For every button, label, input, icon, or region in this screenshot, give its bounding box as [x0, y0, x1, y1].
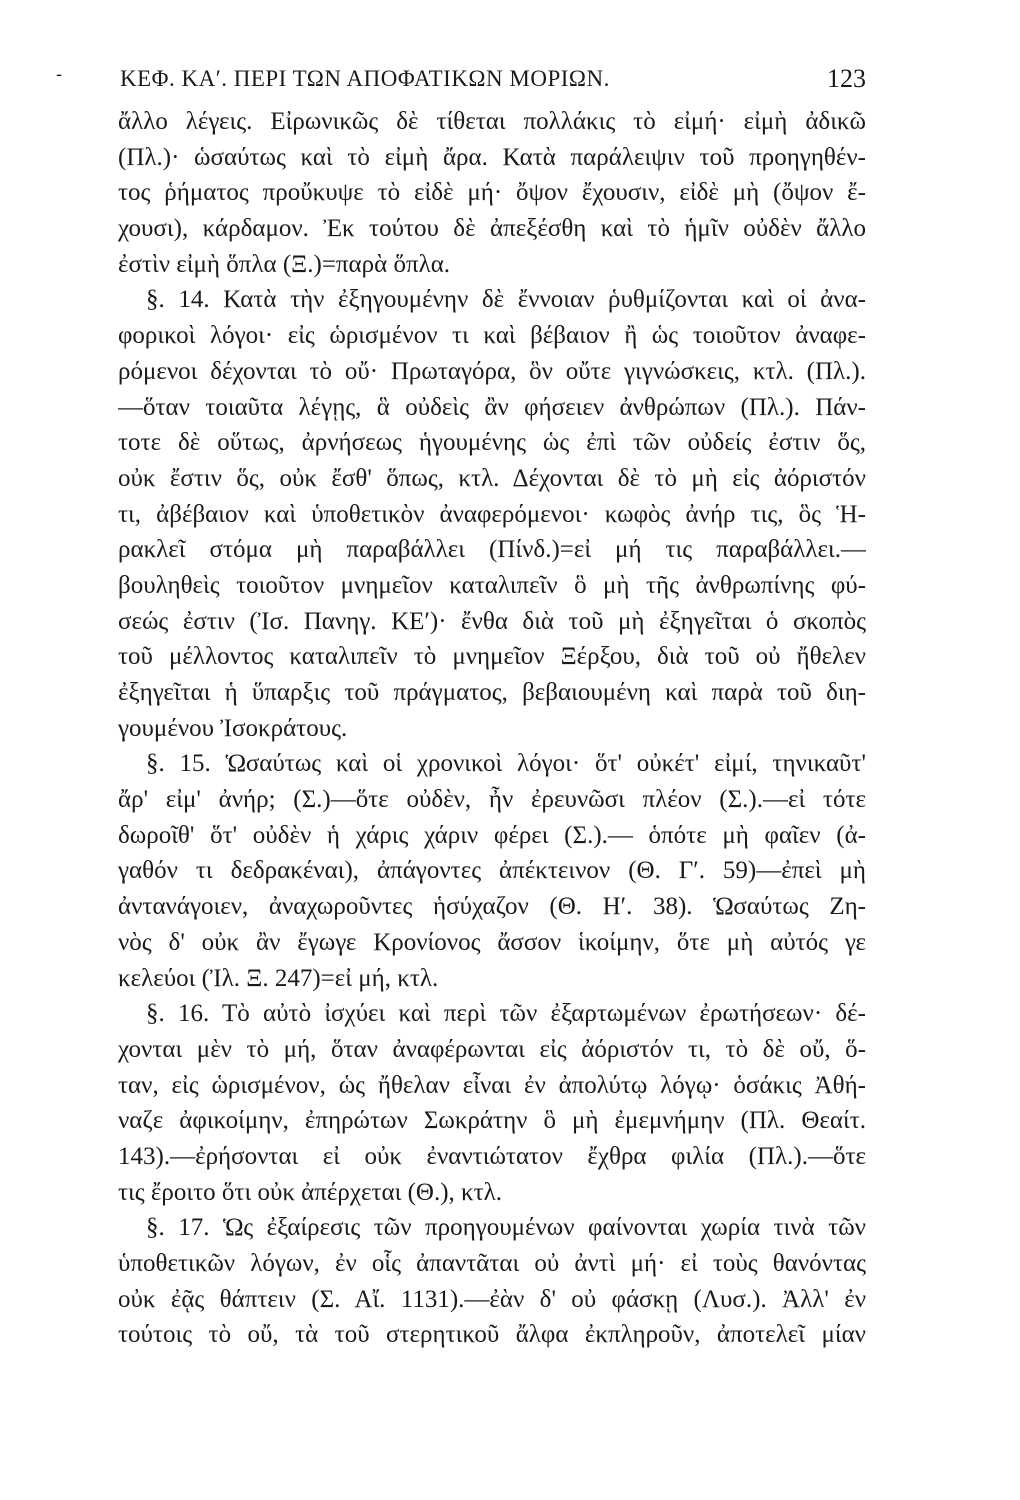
text-line: ἄλλο λέγεις. Εἰρωνικῶς δὲ τίθεται πολλάκις τὸ εἰμή· εἰμὴ ἀδικῶ — [118, 108, 866, 135]
text-line: ἄρ' εἰμ' ἀνήρ; (Σ.)—ὅτε οὐδὲν, ἦν ἐρευνῶσι πλέον (Σ.).—εἰ τότε — [118, 786, 866, 814]
text-line: ἐξηγεῖται ἡ ὕπαρξις τοῦ πράγματος, βεβαιουμένη καὶ παρὰ τοῦ διη- — [118, 679, 866, 706]
text-line: βουληθεὶς τοιοῦτον μνημεῖον καταλιπεῖν ὃ μὴ τῆς ἀνθρωπίνης φύ- — [118, 571, 866, 599]
text-line: οὐκ ἔστιν ὅς, οὐκ ἔσθ' ὅπως, κτλ. Δέχονται δὲ τὸ μὴ εἰς ἀόριστόν — [118, 464, 866, 492]
text-line: τούτοις τὸ οὔ, τὰ τοῦ στερητικοῦ ἄλφα ἐκπληροῦν, ἀποτελεῖ μίαν — [118, 1321, 866, 1349]
chapter-title: ΚΕΦ. ΚΑʹ. ΠΕΡΙ ΤΩΝ ΑΠΟΦΑΤΙΚΩΝ ΜΟΡΙΩΝ. — [120, 66, 610, 91]
body-text — [118, 104, 866, 1353]
text-line: ναζε ἀφικοίμην, ἐπηρώτων Σωκράτην ὃ μὴ ἐμεμνήμην (Πλ. Θεαίτ. — [118, 1107, 866, 1135]
text-line: ἐστὶν εἰμὴ ὅπλα (Ξ.)=παρὰ ὅπλα. — [118, 250, 451, 278]
text-line: τι, ἀβέβαιον καὶ ὑποθετικὸν ἀναφερόμενοι· κωφὸς ἀνήρ τις, ὃς Ἡ- — [118, 500, 866, 528]
running-header — [56, 60, 866, 104]
text-line: οὐκ ἐᾷς θάπτειν (Σ. Αἴ. 1131).—ἐὰν δ' οὐ φάσκῃ (Λυσ.). Ἀλλ' ἐν — [118, 1285, 866, 1313]
text-line: τοτε δὲ οὕτως, ἀρνήσεως ἡγουμένης ὡς ἐπὶ τῶν οὐδείς ἐστιν ὅς, — [118, 429, 866, 457]
text-line: §. 17. Ὡς ἐξαίρεσις τῶν προηγουμένων φαίνονται χωρία τινὰ τῶν — [146, 1214, 866, 1242]
text-line: (Πλ.)· ὡσαύτως καὶ τὸ εἰμὴ ἄρα. Κατὰ παράλειψιν τοῦ προηγηθέν- — [118, 143, 866, 171]
text-line: γαθόν τι δεδρακέναι), ἀπάγοντες ἀπέκτεινον (Θ. Γʹ. 59)—ἐπεὶ μὴ — [118, 857, 866, 885]
header-mark: - — [56, 64, 63, 85]
text-line: χουσι), κάρδαμον. Ἐκ τούτου δὲ ἀπεξέσθη καὶ τὸ ἡμῖν οὐδὲν ἄλλο — [118, 215, 866, 243]
text-line: τις ἔροιτο ὅτι οὐκ ἀπέρχεται (Θ.), κτλ. — [118, 1178, 503, 1206]
text-line: ρακλεῖ στόμα μὴ παραβάλλει (Πίνδ.)=εἰ μή τις παραβάλλει.— — [118, 536, 866, 564]
text-line: ὑποθετικῶν λόγων, ἐν οἷς ἀπαντᾶται οὐ ἀντὶ μή· εἰ τοὺς θανόντας — [118, 1250, 866, 1277]
page-number: 123 — [827, 64, 866, 93]
text-line: κελεύοι (Ἰλ. Ξ. 247)=εἰ μή, κτλ. — [118, 964, 439, 992]
text-line: τος ῥήματος προὔκυψε τὸ εἰδὲ μή· ὄψον ἔχουσιν, εἰδὲ μὴ (ὄψον ἔ- — [118, 179, 866, 207]
text-line: σεώς ἐστιν (Ἰσ. Πανηγ. ΚΕʹ)· ἔνθα διὰ τοῦ μὴ ἐξηγεῖται ὁ σκοπὸς — [118, 607, 866, 635]
text-line: ταν, εἰς ὡρισμένον, ὡς ἤθελαν εἶναι ἐν ἀπολύτῳ λόγῳ· ὁσάκις Ἀθή- — [118, 1071, 866, 1099]
text-line: τοῦ μέλλοντος καταλιπεῖν τὸ μνημεῖον Ξέρξου, διὰ τοῦ οὐ ἤθελεν — [118, 643, 866, 671]
text-line: §. 14. Κατὰ τὴν ἐξηγουμένην δὲ ἔννοιαν ῥυθμίζονται καὶ οἱ ἀνα- — [146, 286, 866, 314]
text-line: νὸς δ' οὐκ ἂν ἔγωγε Κρονίονος ἄσσον ἱκοίμην, ὅτε μὴ αὐτός γε — [118, 928, 866, 956]
text-line: φορικοὶ λόγοι· εἰς ὡρισμένον τι καὶ βέβαιον ἢ ὡς τοιοῦτον ἀναφε- — [118, 322, 866, 350]
text-line: ρόμενοι δέχονται τὸ οὔ· Πρωταγόρα, ὃν οὔτε γιγνώσκεις, κτλ. (Πλ.). — [118, 357, 866, 385]
text-line: —ὅταν τοιαῦτα λέγῃς, ἃ οὐδεὶς ἂν φήσειεν ἀνθρώπων (Πλ.). Πάν- — [118, 393, 866, 421]
text-line: §. 15. Ὡσαύτως καὶ οἱ χρονικοὶ λόγοι· ὅτ' οὐκέτ' εἰμί, τηνικαῦτ' — [146, 750, 866, 778]
text-line: χονται μὲν τὸ μή, ὅταν ἀναφέρωνται εἰς ἀόριστόν τι, τὸ δὲ οὔ, ὅ- — [118, 1035, 866, 1063]
text-line: δωροῖθ' ὅτ' οὐδὲν ἡ χάρις χάριν φέρει (Σ.).— ὁπότε μὴ φαῖεν (ἀ- — [118, 821, 866, 849]
text-line: §. 16. Τὸ αὐτὸ ἰσχύει καὶ περὶ τῶν ἐξαρτωμένων ἐρωτήσεων· δέ- — [146, 1000, 866, 1028]
text-line: ἀντανάγοιεν, ἀναχωροῦντες ἡσύχαζον (Θ. Ηʹ. 38). Ὡσαύτως Ζη- — [118, 893, 866, 921]
book-page — [56, 60, 866, 1353]
text-line: 143).—ἐρήσονται εἰ οὐκ ἐναντιώτατον ἔχθρα φιλία (Πλ.).—ὅτε — [118, 1142, 866, 1170]
text-line: γουμένου Ἰσοκράτους. — [118, 714, 348, 742]
